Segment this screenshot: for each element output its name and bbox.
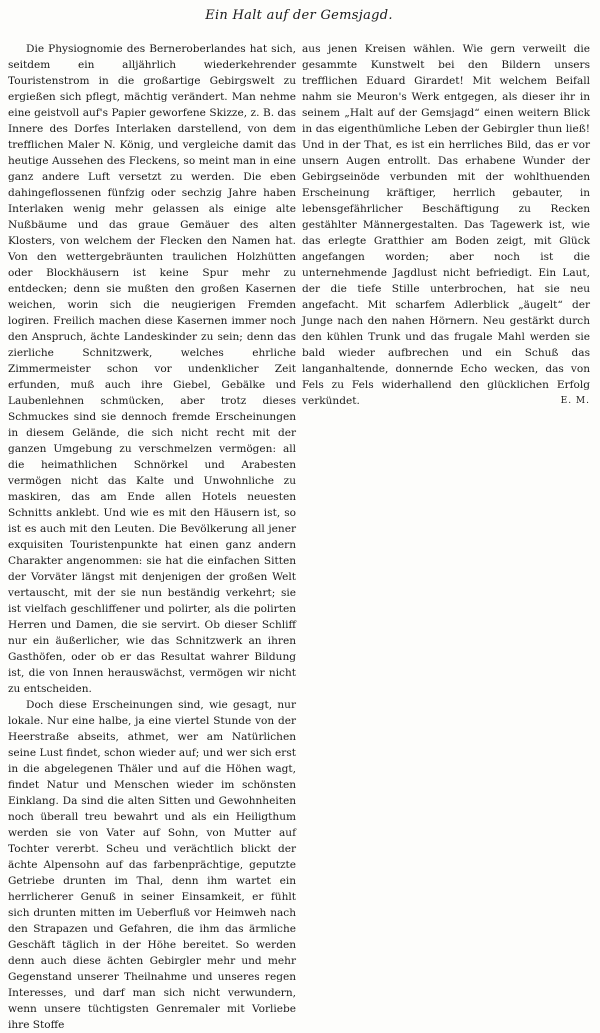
left-column	[8, 41, 296, 1033]
author-signature: E. M.	[560, 396, 590, 406]
paragraph-continuation	[302, 41, 590, 409]
page-title: Ein Halt auf der Gemsjagd.	[205, 8, 393, 23]
paragraph-2: Doch diese Erscheinungen sind, wie gesagt, nur lokale. Nur eine halbe, ja eine viertel Stunde von der Heerstraße abseits, athmet, wer am Natürlichen seine Lust findet, schon wieder auf; und wer sich erst in die abgelegenen Thäler und auf die Höhen wagt, findet Natur und Menschen wieder im schönsten Einklang. Da sind die alten Sitten und Gewohnheiten noch überall treu bewahrt und als ein Heiligthum werden sie von Vater auf Sohn, von Mutter auf Tochter vererbt. Scheu und verächtlich blickt der ächte Alpensohn auf das farbenprächtige, geputzte Getriebe drunten im Thal, denn ihm wartet ein herrlicherer Genuß in seiner Einsamkeit, er fühlt sich drunten mitten im Ueberfluß vor Heimweh nach den Strapazen und Gefahren, die ihm das ärmliche Geschäft täglich in der Höhe bereitet. So werden denn auch diese ächten Gebirgler mehr und mehr Gegenstand unserer Theilnahme und unseres regen Interesses, und darf man sich nicht verwundern, wenn unsere tüchtigsten Genremaler mit Vorliebe ihre Stoffe	[8, 699, 296, 1031]
paragraph-1: Die Physiognomie des Berneroberlandes hat sich, seitdem ein alljährlich wiederkehrender Touristenstrom in die großartige Gebirgswelt zu ergießen sich pflegt, mächtig verändert. Man nehme eine geistvoll auf's Papier geworfene Skizze, z. B. das Innere des Dorfes Interlaken darstellend, von dem trefflichen Maler N. König, und vergleiche damit das heutige Aussehen des Fleckens, so meint man in eine ganz andere Luft versetzt zu werden. Die eben dahingeflossenen fünfzig oder sechzig Jahre haben Interlaken wenig mehr gelassen als einige alte Nußbäume und das graue Gemäuer des alten Klosters, von welchem der Flecken den Namen hat. Von den wettergebräunten traulichen Holzhütten oder Blockhäusern ist keine Spur mehr zu entdecken; denn sie mußten den großen Kasernen weichen, worin sich die neugierigen Fremden logiren. Freilich machen diese Kasernen immer noch den Anspruch, ächte Landeskinder zu sein; denn das zierliche Schnitzwerk, welches ehrliche Zimmermeister schon vor undenklicher Zeit erfunden, muß auch ihre Giebel, Gebälke und Laubenlehnen schmücken, aber trotz dieses Schmuckes sind sie dennoch fremde Erscheinungen in diesem Gelände, die sich nicht recht mit der ganzen Umgebung zu verschmelzen vermögen: all die heimathlichen Schnörkel und Arabesten vermögen nicht das Kalte und Unwohnliche zu maskiren, das am Ende allen Hotels neuesten Schnitts anklebt. Und wie es mit den Häusern ist, so ist es auch mit den Leuten. Die Bevölkerung all jener exquisiten Touristenpunkte hat einen ganz andern Charakter angenommen: sie hat die einfachen Sitten der Vorväter längst mit denjenigen der großen Welt vertauscht, mit der sie nun beständig verkehrt; sie ist vielfach geschliffener und polirter, als die polirten Herren und Damen, die sie servirt. Ob dieser Schliff nur ein äußerlicher, wie das Schnitzwerk an ihren Gasthöfen, oder ob er das Resultat wahrer Bildung ist, die von Innen herauswächst, vermögen wir nicht zu entscheiden.	[8, 43, 296, 695]
text-columns	[8, 41, 590, 1033]
right-column	[302, 41, 590, 409]
paragraph-continuation-text: aus jenen Kreisen wählen. Wie gern verweilt die gesammte Kunstwelt bei den Bildern unsers trefflichen Eduard Girardet! Mit welchem Beifall nahm sie Meuron's Werk entgegen, als dieser ihr in seinem „Halt auf der Gemsjagd“ einen weitern Blick in das eigenthümliche Leben der Gebirgler thun ließ! Und in der That, es ist ein herrliches Bild, das er vor unsern Augen entrollt. Das erhabene Wunder der Gebirgseinöde verbunden mit der wohlthuenden Erscheinung kräftiger, herrlich gebauter, in lebensgefährlicher Beschäftigung zu Recken gestählter Männergestalten. Das Tagewerk ist, wie das erlegte Gratthier am Boden zeigt, mit Glück angefangen worden; aber noch ist die unternehmende Jagdlust nicht befriedigt. Ein Laut, der die tiefe Stille unterbrochen, hat sie neu angefacht. Mit scharfem Adlerblick „äugelt“ der Junge nach den nahen Hörnern. Neu gestärkt durch den kühlen Trunk und das frugale Mahl werden sie bald wieder aufbrechen und ein Schuß das langanhaltende, donnernde Echo wecken, das von Fels zu Fels widerhallend den glücklichen Erfolg verkündet.	[302, 43, 590, 407]
